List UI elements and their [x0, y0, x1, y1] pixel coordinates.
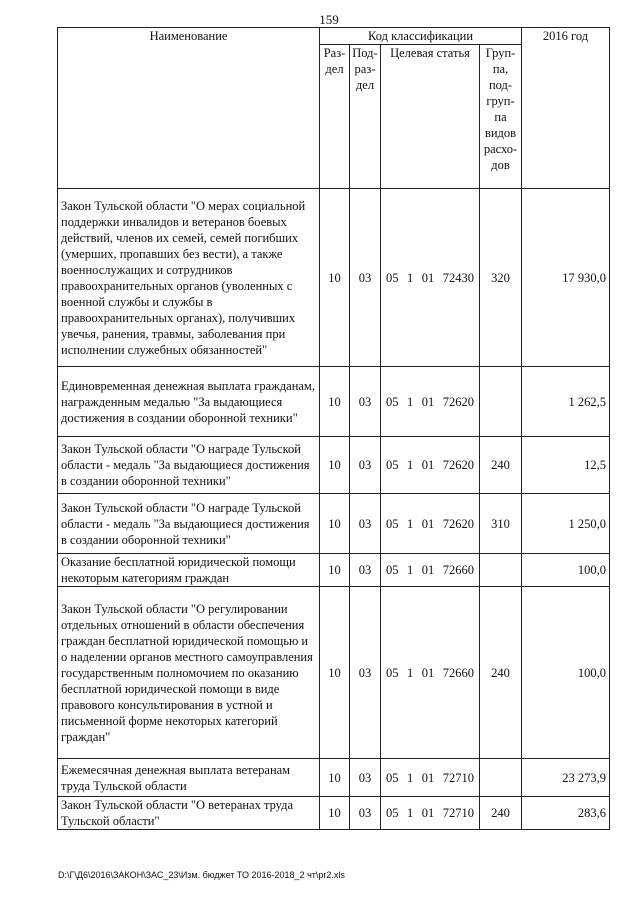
row-statya-s3: 01: [421, 806, 435, 820]
header-razdel: [320, 45, 350, 189]
row-statya-cell: [381, 759, 480, 797]
row-statya-s4: 72430: [442, 270, 474, 285]
row-statya: [384, 665, 476, 681]
row-statya-s4: 72620: [442, 516, 474, 531]
table-row: [58, 367, 610, 437]
header-name: Наименование: [58, 28, 320, 189]
row-statya-s1: 05: [386, 770, 399, 785]
row-razdel: 10: [320, 494, 350, 554]
row-statya-cell: [381, 494, 480, 554]
row-razdel: 10: [320, 797, 350, 830]
row-podrazdel: 03: [350, 189, 381, 367]
row-statya-s2: 1: [407, 516, 414, 531]
row-statya-s3: 01: [421, 270, 435, 285]
row-statya-cell: [381, 554, 480, 587]
table-body: [58, 28, 610, 830]
row-statya-s1: 05: [386, 516, 399, 531]
row-podrazdel: 03: [350, 587, 381, 759]
row-statya-s2: 1: [407, 806, 414, 820]
row-statya: [384, 562, 476, 578]
row-statya: [384, 270, 476, 286]
row-statya-cell: [381, 797, 480, 830]
row-statya-s3: 01: [421, 563, 435, 577]
table-row: [58, 554, 610, 587]
row-amount: 283,6: [522, 797, 610, 830]
row-statya-s4: 72660: [442, 665, 474, 680]
table-row: [58, 437, 610, 494]
table-row: [58, 189, 610, 367]
row-podrazdel: 03: [350, 494, 381, 554]
row-name: Оказание бесплатной юридической помощи некоторым категориям граждан: [58, 554, 320, 587]
row-statya-s3: 01: [421, 665, 435, 680]
header-year: 2016 год: [522, 28, 610, 189]
row-statya: [384, 457, 476, 473]
header-row-top: [58, 28, 610, 45]
row-razdel: 10: [320, 554, 350, 587]
row-podrazdel: 03: [350, 759, 381, 797]
row-statya-s1: 05: [386, 270, 399, 285]
row-statya-cell: [381, 189, 480, 367]
row-statya-s1: 05: [386, 806, 399, 820]
row-amount: 12,5: [522, 437, 610, 494]
row-name: Единовременная денежная выплата гражданам, награжденным медалью "За выдающиеся достижения в создании оборонной техники": [58, 367, 320, 437]
row-statya-s3: 01: [421, 458, 435, 472]
row-razdel: 10: [320, 367, 350, 437]
row-statya-s2: 1: [407, 563, 414, 577]
table-row: [58, 759, 610, 797]
table-row: [58, 494, 610, 554]
row-razdel: 10: [320, 437, 350, 494]
row-statya-s4: 72620: [442, 394, 474, 409]
row-podrazdel: 03: [350, 797, 381, 830]
header-podrazdel: [350, 45, 381, 189]
row-vid: [480, 367, 522, 437]
row-name: Закон Тульской области "О регулировании отдельных отношений в области обеспечения граждан бесплатной юридической помощью и о наделении органов местного самоуправления государственным полномочием по оказанию бесплатной юридической помощи в виде правового консультирования в устной и письменной форме некоторых категорий граждан": [58, 587, 320, 759]
row-name: Закон Тульской области "О ветеранах труда Тульской области": [58, 797, 320, 830]
row-statya-cell: [381, 437, 480, 494]
row-statya-s4: 72660: [442, 563, 474, 577]
row-statya: [384, 770, 476, 786]
header-statya: Целевая статья: [381, 45, 480, 189]
row-amount: 100,0: [522, 554, 610, 587]
footer-file-path: D:\Г\Д6\2016\ЗАКОН\ЗАС_23\Изм. бюджет ТО 2016-2018_2 чт\pr2.xls: [58, 870, 345, 880]
row-statya-cell: [381, 587, 480, 759]
row-vid: 240: [480, 797, 522, 830]
row-name: Ежемесячная денежная выплата ветеранам труда Тульской области: [58, 759, 320, 797]
row-razdel: 10: [320, 587, 350, 759]
row-statya-s1: 05: [386, 665, 399, 680]
row-statya: [384, 516, 476, 532]
header-razdel-text: Раз- дел: [323, 46, 346, 76]
row-statya-s4: 72710: [442, 770, 474, 785]
row-statya-s2: 1: [407, 458, 414, 472]
row-amount: 1 262,5: [522, 367, 610, 437]
row-statya-s2: 1: [407, 665, 414, 680]
row-statya-s2: 1: [407, 394, 414, 409]
row-razdel: 10: [320, 189, 350, 367]
header-code-group: Код классификации: [320, 28, 522, 45]
row-name: Закон Тульской области "О мерах социальной поддержки инвалидов и ветеранов боевых действий, членов их семей, семей погибших (умерших, пропавших без вести), а также военнослужащих и сотрудников правоохранительных органов (уволенных с военной службы и службы в правоохранительных органах), получивших увечья, ранения, травмы, заболевания при исполнении служебных обязанностей": [58, 189, 320, 367]
row-statya-cell: [381, 367, 480, 437]
row-vid: [480, 759, 522, 797]
header-podrazdel-text: Под- раз- дел: [352, 46, 378, 92]
row-statya-s1: 05: [386, 394, 399, 409]
row-statya-s1: 05: [386, 458, 399, 472]
table-row: [58, 797, 610, 830]
row-vid: [480, 554, 522, 587]
row-statya-s4: 72620: [442, 458, 474, 472]
row-vid: 240: [480, 587, 522, 759]
row-amount: 17 930,0: [522, 189, 610, 367]
header-vid-text: Груп- па, под- груп- па видов расхо- дов: [483, 46, 518, 172]
row-podrazdel: 03: [350, 367, 381, 437]
row-statya-s3: 01: [421, 394, 435, 409]
row-statya-s3: 01: [421, 516, 435, 531]
budget-table: [57, 27, 610, 830]
row-vid: 320: [480, 189, 522, 367]
row-vid: 240: [480, 437, 522, 494]
row-statya: [384, 394, 476, 410]
page-number: 159: [319, 12, 339, 27]
row-statya-s2: 1: [407, 770, 414, 785]
row-amount: 1 250,0: [522, 494, 610, 554]
row-statya-s1: 05: [386, 563, 399, 577]
row-amount: 100,0: [522, 587, 610, 759]
row-razdel: 10: [320, 759, 350, 797]
row-vid: 310: [480, 494, 522, 554]
row-statya-s2: 1: [407, 270, 414, 285]
row-podrazdel: 03: [350, 437, 381, 494]
row-amount: 23 273,9: [522, 759, 610, 797]
row-statya-s3: 01: [421, 770, 435, 785]
row-name: Закон Тульской области "О награде Тульской области - медаль "За выдающиеся достижения в создании оборонной техники": [58, 494, 320, 554]
row-statya-s4: 72710: [442, 806, 474, 820]
table-row: [58, 587, 610, 759]
header-vid: [480, 45, 522, 189]
row-podrazdel: 03: [350, 554, 381, 587]
row-statya: [384, 805, 476, 821]
row-name: Закон Тульской области "О награде Тульской области - медаль "За выдающиеся достижения в создании оборонной техники": [58, 437, 320, 494]
